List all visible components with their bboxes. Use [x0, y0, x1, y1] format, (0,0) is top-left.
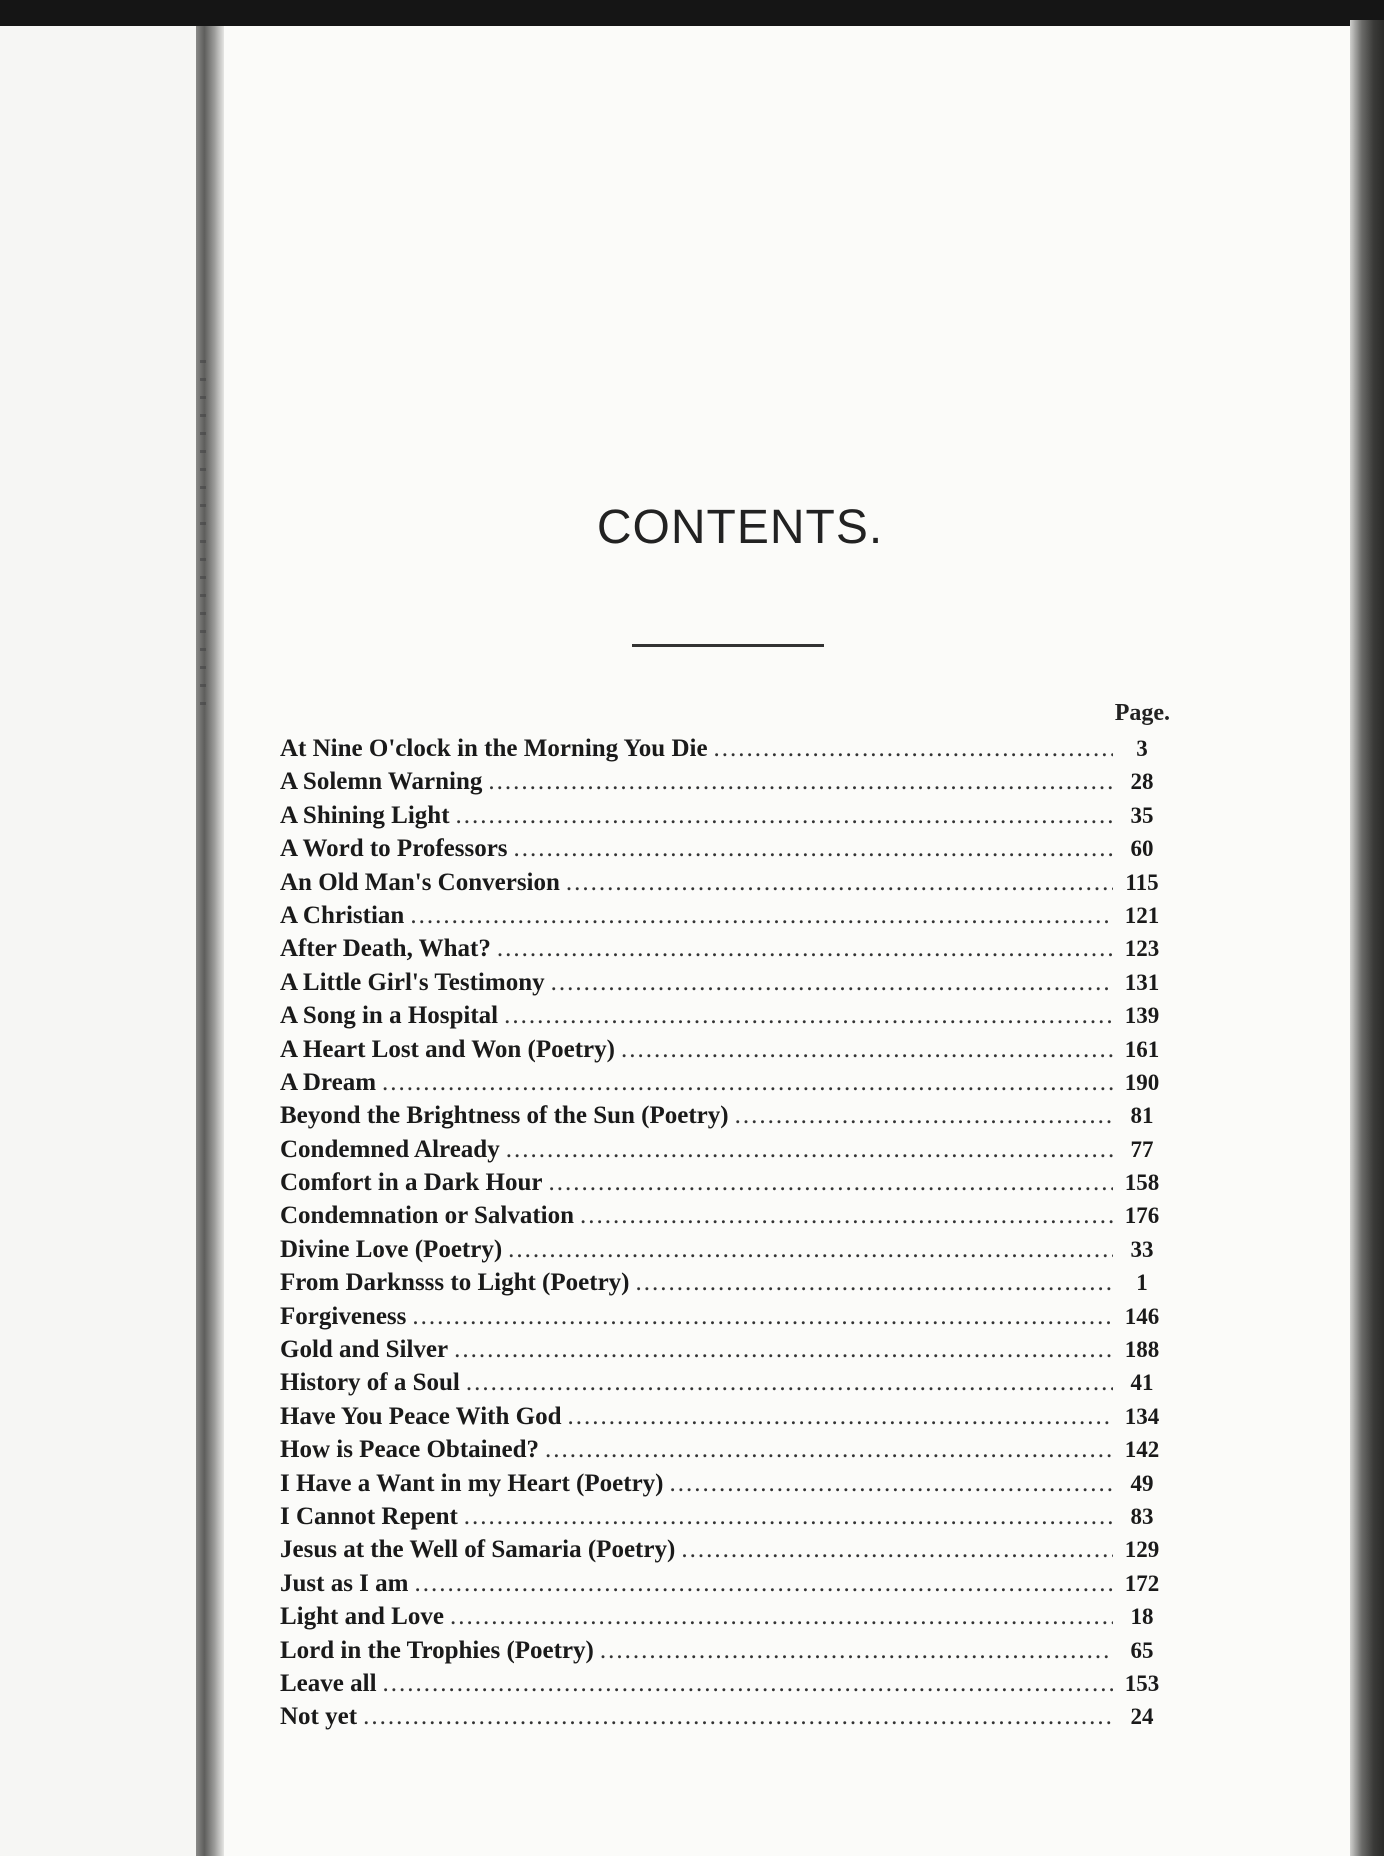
toc-entry: [280, 1133, 1165, 1166]
title-rule: [632, 644, 824, 647]
toc-entry-title: A Shining Light: [280, 801, 450, 829]
toc-entry-page: 3: [1136, 736, 1148, 761]
toc-entry: [280, 1066, 1165, 1099]
toc-entry-page: 146: [1124, 1303, 1160, 1329]
toc-entry-title: I Have a Want in my Heart (Poetry): [280, 1469, 664, 1497]
toc-entry: [280, 1366, 1165, 1399]
toc-entry: [280, 1233, 1165, 1266]
toc-entry-title: After Death, What?: [280, 935, 491, 963]
dot-leader: [548, 1166, 1113, 1199]
toc-entry-title: A Little Girl's Testimony: [280, 968, 545, 996]
dot-leader: [383, 1667, 1113, 1700]
toc-entry: [280, 732, 1165, 765]
toc-entry: [280, 999, 1165, 1032]
toc-entry-page: 158: [1124, 1170, 1160, 1196]
toc-entry: [280, 1700, 1165, 1733]
toc-entry: [280, 1467, 1165, 1500]
toc-entry-page: 115: [1125, 869, 1159, 895]
dot-leader: [450, 1600, 1113, 1633]
dot-leader: [497, 932, 1113, 965]
dot-leader: [621, 1033, 1113, 1066]
toc-entry-page: 24: [1130, 1704, 1154, 1730]
toc-entry-title: Light and Love: [280, 1603, 444, 1631]
toc-entry-title: Condemnation or Salvation: [280, 1202, 575, 1230]
page-column-header: Page.: [1114, 700, 1170, 726]
toc-entry: [280, 799, 1165, 832]
page-title: CONTENTS.: [596, 501, 884, 554]
toc-entry-title: A Word to Professors: [280, 835, 508, 863]
dot-leader: [600, 1634, 1113, 1667]
toc-entry-title: At Nine O'clock in the Morning You Die: [280, 735, 708, 762]
dot-leader: [545, 1433, 1113, 1466]
toc-entry: [280, 765, 1165, 798]
toc-entry-title: Leave all: [280, 1669, 377, 1697]
toc-entry: [280, 1634, 1165, 1667]
toc-entry-title: An Old Man's Conversion: [280, 868, 560, 896]
dot-leader: [456, 799, 1113, 832]
toc-entry: [280, 966, 1165, 999]
dot-leader: [466, 1366, 1113, 1399]
toc-entry: [280, 899, 1165, 932]
facing-page: [0, 26, 198, 1856]
dot-leader: [454, 1333, 1113, 1366]
toc-entry-page: 139: [1124, 1003, 1160, 1029]
toc-entry: [280, 1400, 1165, 1433]
toc-entry-title: A Solemn Warning: [280, 768, 483, 796]
dot-leader: [464, 1500, 1113, 1533]
toc-entry-page: 77: [1130, 1136, 1154, 1162]
dot-leader: [681, 1533, 1113, 1566]
toc-entry-page: 176: [1124, 1203, 1160, 1229]
toc-entry-title: Beyond the Brightness of the Sun (Poetry): [280, 1102, 729, 1130]
toc-entry-title: How is Peace Obtained?: [280, 1436, 540, 1464]
toc-entry-title: Divine Love (Poetry): [280, 1235, 503, 1263]
toc-entry-page: 28: [1130, 769, 1154, 795]
toc-entry-page: 161: [1124, 1036, 1160, 1062]
toc-entry-title: Lord in the Trophies (Poetry): [280, 1636, 594, 1664]
toc-entry-title: Condemned Already: [280, 1135, 500, 1163]
toc-entry-page: 129: [1124, 1537, 1160, 1563]
toc-entry-page: 131: [1124, 969, 1160, 995]
toc-entry-page: 190: [1124, 1069, 1160, 1095]
toc-entry-page: 41: [1130, 1370, 1154, 1396]
toc-entry-title: Not yet: [280, 1703, 358, 1731]
toc-entry-page: 142: [1124, 1437, 1160, 1463]
toc-entry-page: 81: [1130, 1103, 1154, 1129]
toc-entry: [280, 1500, 1165, 1533]
dot-leader: [567, 1400, 1113, 1433]
toc-entry-title: Just as I am: [280, 1569, 409, 1597]
toc-entry-page: 83: [1130, 1503, 1154, 1529]
toc-entry-title: History of a Soul: [280, 1369, 460, 1397]
dot-leader: [566, 866, 1113, 899]
dot-leader: [504, 999, 1113, 1032]
toc-entry-page: 172: [1124, 1570, 1160, 1596]
toc-entry: [280, 1166, 1165, 1199]
dot-leader: [714, 732, 1113, 765]
dot-leader: [670, 1467, 1114, 1500]
toc-entry: [280, 1333, 1165, 1366]
gutter-stitching: [200, 360, 206, 720]
toc-entry: [280, 1567, 1165, 1600]
dot-leader: [488, 765, 1113, 798]
contents-list: [280, 732, 1165, 1734]
dot-leader: [382, 1066, 1113, 1099]
toc-entry: [280, 1300, 1165, 1333]
toc-entry: [280, 1433, 1165, 1466]
toc-entry-title: A Dream: [280, 1068, 377, 1096]
toc-entry-title: A Heart Lost and Won (Poetry): [280, 1035, 615, 1063]
toc-entry-page: 18: [1130, 1604, 1154, 1630]
toc-entry: [280, 1533, 1165, 1566]
toc-entry-title: I Cannot Repent: [280, 1502, 458, 1530]
toc-entry: [280, 932, 1165, 965]
toc-entry-page: 1: [1136, 1270, 1148, 1296]
toc-entry-page: 134: [1124, 1403, 1160, 1429]
toc-entry-page: 33: [1130, 1236, 1154, 1262]
dot-leader: [580, 1199, 1113, 1232]
dot-leader: [410, 899, 1113, 932]
toc-entry-title: A Christian: [280, 901, 405, 929]
toc-entry: [280, 832, 1165, 865]
toc-entry: [280, 1199, 1165, 1232]
toc-entry-title: Forgiveness: [280, 1302, 407, 1330]
toc-entry-title: Gold and Silver: [280, 1336, 449, 1364]
dot-leader: [514, 832, 1113, 865]
toc-entry-page: 60: [1130, 836, 1154, 862]
toc-entry-page: 65: [1130, 1637, 1154, 1663]
dot-leader: [363, 1700, 1113, 1733]
dot-leader: [415, 1567, 1114, 1600]
dot-leader: [551, 966, 1113, 999]
toc-entry-title: Have You Peace With God: [280, 1402, 562, 1430]
dot-leader: [506, 1133, 1113, 1166]
page-edge: [1350, 20, 1384, 1856]
toc-entry-page: 123: [1124, 936, 1160, 962]
toc-entry-title: From Darknsss to Light (Poetry): [280, 1269, 630, 1297]
book-gutter: [196, 26, 224, 1856]
toc-entry-title: Comfort in a Dark Hour: [280, 1169, 543, 1197]
toc-entry: [280, 1600, 1165, 1633]
toc-entry: [280, 1033, 1165, 1066]
toc-entry: [280, 1667, 1165, 1700]
toc-entry-page: 49: [1130, 1470, 1154, 1496]
toc-entry: [280, 866, 1165, 899]
scan-top-edge: [0, 0, 1384, 26]
dot-leader: [735, 1099, 1113, 1132]
toc-entry-title: Jesus at the Well of Samaria (Poetry): [280, 1536, 676, 1564]
toc-entry-page: 35: [1130, 802, 1154, 828]
toc-entry-page: 153: [1124, 1670, 1160, 1696]
dot-leader: [412, 1300, 1113, 1333]
toc-entry-page: 121: [1124, 902, 1160, 928]
toc-entry-title: A Song in a Hospital: [280, 1002, 499, 1030]
dot-leader: [508, 1233, 1113, 1266]
dot-leader: [636, 1266, 1114, 1299]
toc-entry: [280, 1266, 1165, 1299]
toc-entry: [280, 1099, 1165, 1132]
toc-entry-page: 188: [1124, 1337, 1160, 1363]
